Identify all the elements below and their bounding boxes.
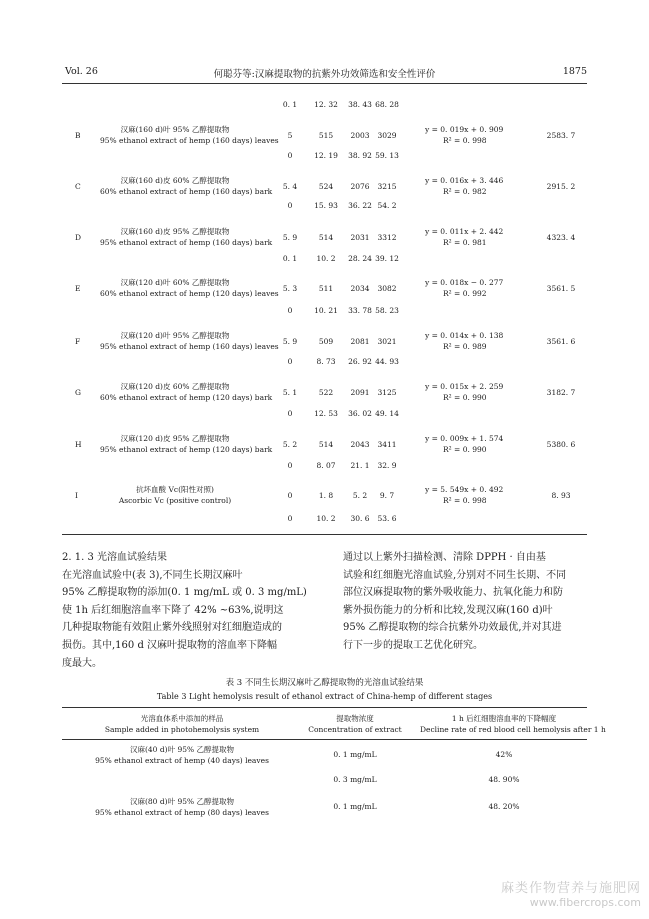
equation-text: y = 5. 549x + 0. 492 (425, 485, 504, 494)
value-cell: 38. 43 (348, 100, 372, 109)
section-2-1-3-left (62, 549, 307, 672)
paragraph-line: 95% 乙醇提取物的添加(0. 1 mg/mL 或 0. 3 mg/mL) (62, 587, 307, 599)
value-cell: 12. 19 (314, 151, 338, 160)
sample-label: G (75, 388, 81, 397)
value-cell: 2034 (350, 284, 370, 293)
paragraph-line: 通过以上紫外扫描检测、清除 DPPH · 自由基 (343, 552, 546, 563)
sample-name (62, 796, 302, 818)
value-cell: 2003 (350, 131, 370, 140)
value-cell: 2076 (350, 182, 370, 191)
watermark-cn: 麻类作物营养与施肥网 (500, 881, 641, 896)
value-cell: 0 (287, 514, 293, 523)
equation-text: y = 0. 009x + 1. 574 (425, 434, 504, 443)
header-decline-rate (420, 713, 606, 735)
header-concentration-cn: 提取物浓度 (336, 714, 374, 723)
paragraph-line: 度最大。 (62, 657, 102, 669)
value-cell: 5. 9 (282, 233, 298, 242)
sample-name-cn: 汉麻(160 d)皮 95% 乙醇提取物 (120, 227, 230, 236)
sample-name (100, 484, 250, 506)
value-cell: 8. 07 (316, 461, 336, 470)
sample-name-en: 95% ethanol extract of hemp (160 days) leaves (100, 342, 279, 351)
header-decline-rate-cn: 1 h 后红细胞溶血率的下降幅度 (451, 714, 557, 723)
r-squared-text: R² = 0. 989 (443, 342, 487, 351)
site-watermark (501, 877, 641, 909)
sample-name-cn: 抗坏血酸 Vc(阳性对照) (136, 485, 214, 494)
paragraph-line: 试验和红细胞光溶血试验,分别对不同生长期、不同 (343, 569, 567, 581)
running-title: 何聪芬等:汉麻提取物的抗紫外功效筛选和安全性评价 (213, 69, 436, 80)
value-cell: 15. 93 (314, 201, 338, 210)
value-cell: 28. 24 (348, 254, 372, 263)
section-heading: 2. 1. 3 光溶血试验结果 (62, 552, 167, 563)
value-cell: 511 (318, 284, 334, 293)
sample-name-cn: 汉麻(40 d)叶 95% 乙醇提取物 (129, 745, 235, 754)
sample-name-en: 60% ethanol extract of hemp (160 days) bark (100, 187, 273, 196)
value-cell: 10. 21 (314, 306, 338, 315)
sample-label: E (75, 284, 81, 293)
sample-name-cn: 汉麻(80 d)叶 95% 乙醇提取物 (129, 797, 235, 806)
paragraph-line: 行下一步的提取工艺优化研究。 (343, 639, 483, 651)
sample-name-en: 60% ethanol extract of hemp (120 days) bark (100, 393, 273, 402)
ic50-value: 3561. 5 (546, 284, 576, 293)
page-header (0, 66, 649, 80)
regression-equation (425, 381, 505, 403)
value-cell: 49. 14 (375, 409, 399, 418)
sample-name-en: 95% ethanol extract of hemp (120 days) bark (100, 445, 273, 454)
sample-label: B (75, 131, 81, 140)
value-cell: 68. 28 (375, 100, 399, 109)
value-cell: 12. 32 (314, 100, 338, 109)
sample-label: F (75, 337, 81, 346)
sample-name-cn: 汉麻(160 d)叶 95% 乙醇提取物 (120, 125, 230, 134)
decline-rate-cell: 48. 20% (488, 802, 520, 811)
header-rule (62, 83, 587, 84)
ic50-value: 3182. 7 (546, 388, 576, 397)
value-cell: 2031 (350, 233, 370, 242)
sample-name-cn: 汉麻(120 d)皮 95% 乙醇提取物 (120, 434, 230, 443)
header-decline-rate-en: Decline rate of red blood cell hemolysis after 1 h (420, 725, 606, 734)
value-cell: 3125 (377, 388, 397, 397)
ic50-value: 4323. 4 (546, 233, 576, 242)
header-sample-en: Sample added in photohemolysis system (104, 725, 260, 734)
value-cell: 53. 6 (377, 514, 397, 523)
value-cell: 58. 23 (375, 306, 399, 315)
equation-text: y = 0. 016x + 3. 446 (425, 176, 504, 185)
value-cell: 10. 2 (316, 514, 336, 523)
concentration-cell: 0. 1 mg/mL (333, 750, 377, 759)
decline-rate-cell: 48. 90% (488, 775, 520, 784)
concentration-cell: 0. 3 mg/mL (333, 775, 377, 784)
sample-name-en: 95% ethanol extract of hemp (80 days) leaves (95, 808, 269, 817)
sample-name-en: Ascorbic Vc (positive control) (118, 496, 232, 505)
value-cell: 38. 92 (348, 151, 372, 160)
sample-name-en: 95% ethanol extract of hemp (160 days) leaves (100, 136, 279, 145)
table-2-bottom-rule (62, 534, 587, 535)
value-cell: 9. 7 (379, 491, 395, 500)
sample-label: D (75, 233, 82, 242)
ic50-value: 5380. 6 (546, 440, 576, 449)
sample-name (100, 124, 279, 146)
value-cell: 0 (287, 151, 293, 160)
value-cell: 3082 (377, 284, 397, 293)
value-cell: 0 (287, 357, 293, 366)
section-2-1-3-right (343, 549, 566, 655)
value-cell: 36. 02 (348, 409, 372, 418)
value-cell: 0. 1 (282, 100, 298, 109)
sample-name (100, 381, 273, 403)
sample-name (100, 433, 273, 455)
sample-name-en: 95% ethanol extract of hemp (40 days) leaves (95, 756, 269, 765)
sample-name (100, 175, 273, 197)
value-cell: 3215 (377, 182, 397, 191)
value-cell: 3029 (377, 131, 397, 140)
ic50-value: 8. 93 (551, 491, 571, 500)
sample-name-cn: 汉麻(120 d)叶 95% 乙醇提取物 (120, 331, 230, 340)
value-cell: 26. 92 (348, 357, 372, 366)
value-cell: 5 (287, 131, 293, 140)
value-cell: 3312 (377, 233, 397, 242)
paragraph-line: 在光溶血试验中(表 3),不同生长期汉麻叶 (62, 569, 243, 581)
sample-label: C (75, 182, 81, 191)
value-cell: 2091 (350, 388, 370, 397)
r-squared-text: R² = 0. 998 (443, 496, 487, 505)
value-cell: 0 (287, 491, 293, 500)
table-3-caption-en: Table 3 Light hemolysis result of ethanol extract of China-hemp of different stages (156, 692, 493, 701)
equation-text: y = 0. 018x − 0. 277 (425, 278, 504, 287)
value-cell: 33. 78 (348, 306, 372, 315)
value-cell: 1. 8 (318, 491, 334, 500)
sample-label: H (75, 440, 82, 449)
value-cell: 44. 93 (375, 357, 399, 366)
watermark-url: www.fibercrops.com (529, 896, 641, 909)
value-cell: 59. 13 (375, 151, 399, 160)
regression-equation (425, 175, 505, 197)
value-cell: 5. 2 (352, 491, 368, 500)
sample-name-en: 60% ethanol extract of hemp (120 days) leaves (100, 289, 279, 298)
value-cell: 54. 2 (377, 201, 397, 210)
value-cell: 514 (318, 440, 334, 449)
value-cell: 30. 6 (350, 514, 370, 523)
paragraph-line: 95% 乙醇提取物的综合抗紫外功效最优,并对其进 (343, 622, 562, 634)
table-3-caption-cn: 表 3 不同生长期汉麻叶乙醇提取物的光溶血试验结果 (225, 678, 424, 688)
paragraph-line: 使 1h 后红细胞溶血率下降了 42% ~63%,说明这 (62, 604, 284, 616)
ic50-value: 3561. 6 (546, 337, 576, 346)
value-cell: 39. 12 (375, 254, 399, 263)
regression-equation (425, 433, 505, 455)
header-sample (62, 713, 302, 735)
regression-equation (425, 330, 505, 352)
value-cell: 524 (318, 182, 334, 191)
value-cell: 32. 9 (377, 461, 397, 470)
equation-text: y = 0. 015x + 2. 259 (425, 382, 504, 391)
sample-name (100, 330, 279, 352)
sample-name (100, 277, 279, 299)
value-cell: 5. 4 (282, 182, 298, 191)
value-cell: 514 (318, 233, 334, 242)
header-concentration-en: Concentration of extract (308, 725, 402, 734)
r-squared-text: R² = 0. 982 (443, 187, 487, 196)
value-cell: 0 (287, 461, 293, 470)
value-cell: 5. 2 (282, 440, 298, 449)
value-cell: 522 (318, 388, 334, 397)
value-cell: 0 (287, 409, 293, 418)
paragraph-line: 紫外损伤能力的分析和比较,发现汉麻(160 d)叶 (343, 604, 553, 616)
regression-equation (425, 226, 505, 248)
sample-name-cn: 汉麻(160 d)皮 60% 乙醇提取物 (120, 176, 230, 185)
header-sample-cn: 光溶血体系中添加的样品 (140, 714, 224, 723)
concentration-cell: 0. 1 mg/mL (333, 802, 377, 811)
r-squared-text: R² = 0. 981 (443, 238, 487, 247)
r-squared-text: R² = 0. 992 (443, 289, 487, 298)
value-cell: 2043 (350, 440, 370, 449)
equation-text: y = 0. 019x + 0. 909 (425, 125, 504, 134)
table-3-header-rule (62, 739, 587, 740)
value-cell: 8. 73 (316, 357, 336, 366)
page-number: 1875 (562, 66, 587, 77)
regression-equation (425, 124, 505, 146)
value-cell: 0. 1 (282, 254, 298, 263)
regression-equation (425, 277, 505, 299)
r-squared-text: R² = 0. 990 (443, 445, 487, 454)
regression-equation (425, 484, 505, 506)
value-cell: 515 (318, 131, 334, 140)
sample-name-cn: 汉麻(120 d)皮 60% 乙醇提取物 (120, 382, 230, 391)
value-cell: 21. 1 (350, 461, 370, 470)
sample-name (100, 226, 273, 248)
value-cell: 12. 53 (314, 409, 338, 418)
value-cell: 0 (287, 306, 293, 315)
value-cell: 5. 1 (282, 388, 298, 397)
value-cell: 5. 3 (282, 284, 298, 293)
header-concentration (300, 713, 410, 735)
paragraph-line: 部位汉麻提取物的紫外吸收能力、抗氧化能力和防 (343, 587, 563, 599)
ic50-value: 2583. 7 (546, 131, 576, 140)
value-cell: 36. 22 (348, 201, 372, 210)
paragraph-line: 几种提取物能有效阻止紫外线照射对红细胞造成的 (62, 622, 282, 634)
sample-name (62, 744, 302, 766)
sample-name-en: 95% ethanol extract of hemp (160 days) bark (100, 238, 273, 247)
value-cell: 0 (287, 201, 293, 210)
equation-text: y = 0. 014x + 0. 138 (425, 331, 504, 340)
value-cell: 3411 (377, 440, 397, 449)
value-cell: 509 (318, 337, 334, 346)
sample-label: I (75, 491, 78, 500)
value-cell: 10. 2 (316, 254, 336, 263)
table-3-top-rule (62, 707, 587, 708)
r-squared-text: R² = 0. 998 (443, 136, 487, 145)
sample-name-cn: 汉麻(120 d)叶 60% 乙醇提取物 (120, 278, 230, 287)
value-cell: 3021 (377, 337, 397, 346)
r-squared-text: R² = 0. 990 (443, 393, 487, 402)
ic50-value: 2915. 2 (546, 182, 576, 191)
volume-label: Vol. 26 (65, 66, 98, 77)
decline-rate-cell: 42% (495, 750, 513, 759)
value-cell: 5. 9 (282, 337, 298, 346)
value-cell: 2081 (350, 337, 370, 346)
equation-text: y = 0. 011x + 2. 442 (425, 227, 504, 236)
paragraph-line: 损伤。其中,160 d 汉麻叶提取物的溶血率下降幅 (62, 639, 278, 651)
